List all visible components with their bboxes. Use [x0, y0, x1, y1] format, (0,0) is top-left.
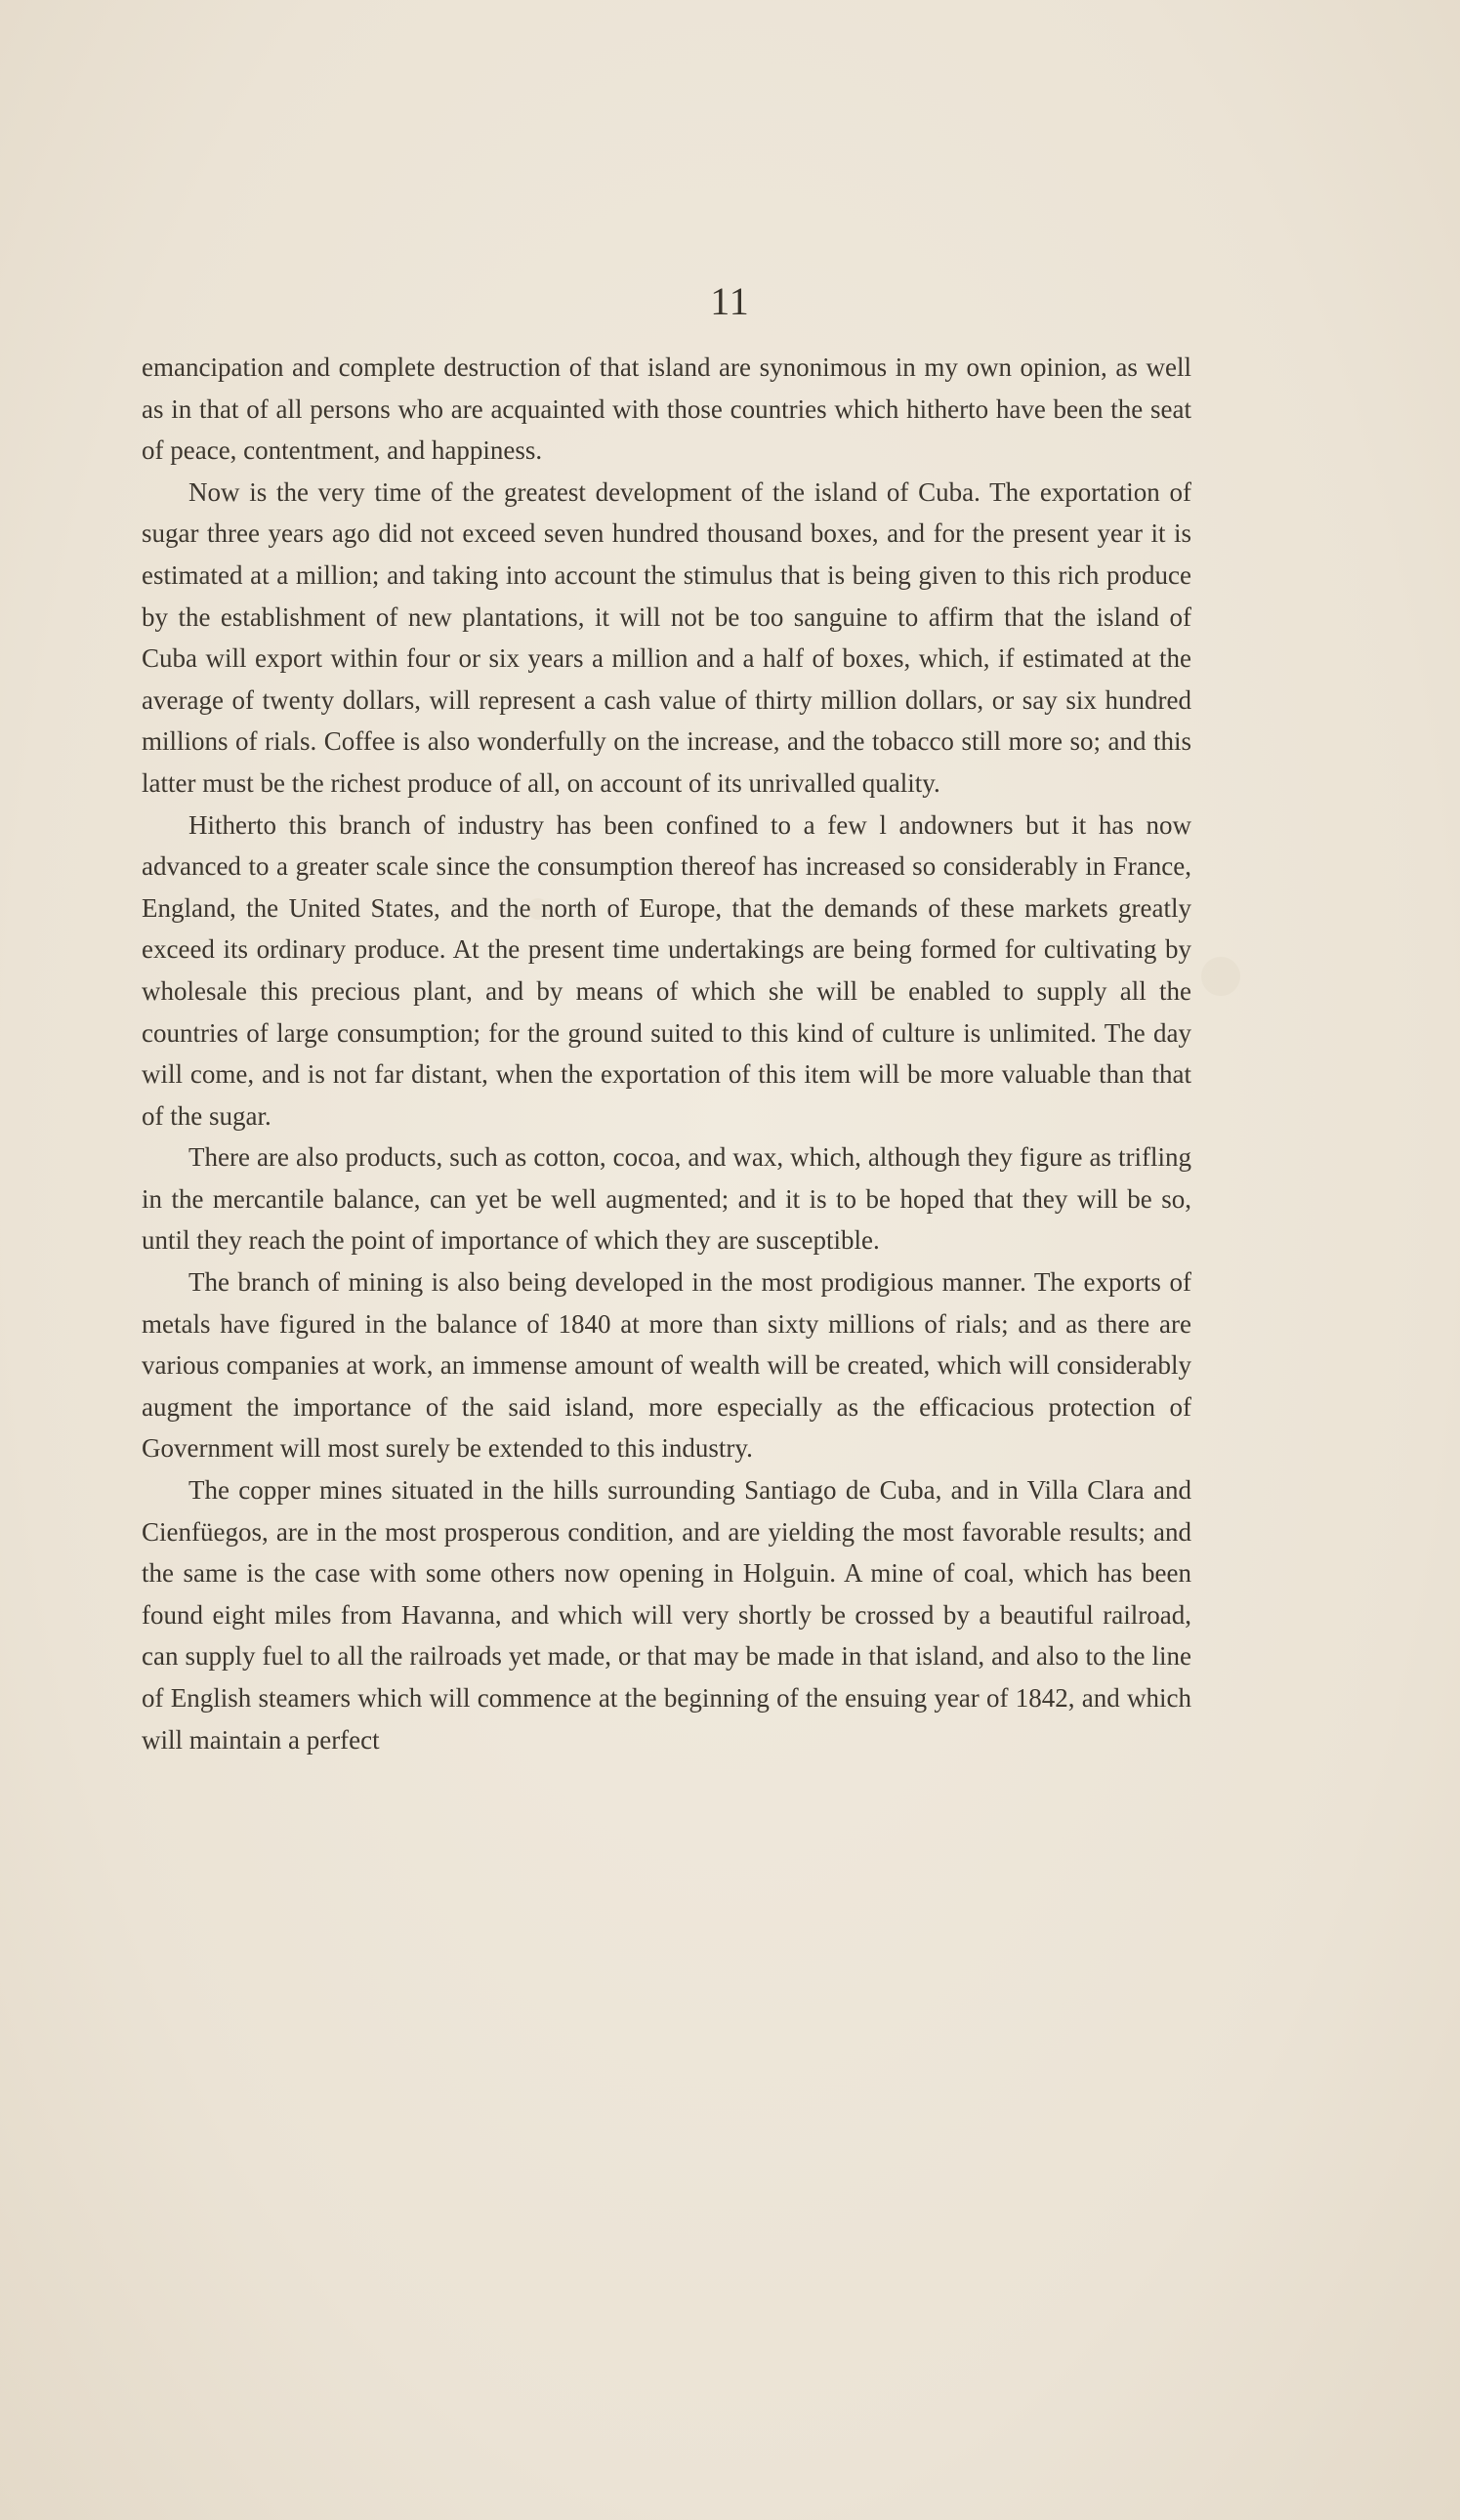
paragraph-3: Hitherto this branch of industry has been confined to a few l andowners but it has now advanced to a greater scale since the consumption thereof has increased so considerably in France, England, the United States, and the north of Europe, that the demands of these markets greatly exceed its ordinary produce. At the present time undertakings are being formed for cultivating by wholesale this precious plant, and by means of which she will be enabled to supply all the countries of large consumption; for the ground suited to this kind of culture is unlimited. The day will come, and is not far distant, when the exportation of this item will be more valuable than that of the sugar. [142, 809, 1191, 1131]
paragraph-5: The branch of mining is also being developed in the most prodigious manner. The exports of metals have figured in the balance of 1840 at more than sixty millions of rials; and as there are various companies at work, an immense amount of wealth will be created, which will considerably augment the importance of the said island, more especially as the efficacious protection of Government will most surely be extended to this industry. [142, 1267, 1191, 1464]
paragraph-1: emancipation and complete destruction of that island are synonimous in my own opinion, as well as in that of all persons who are acquainted with those countries which hitherto have been the seat of peace, contentment, and happiness. [142, 352, 1191, 466]
paper-stain [1201, 957, 1240, 996]
page-number: 11 [710, 279, 750, 323]
paragraph-2: Now is the very time of the greatest development of the island of Cuba. The exportation of sugar three years ago did not exceed seven hundred thousand boxes, and for the present year it is estimated at a million; and taking into account the stimulus that is being given to this rich produce by the establishment of new plantations, it will not be too sanguine to affirm that the island of Cuba will export within four or six years a million and a half of boxes, which, if estimated at the average of twenty dollars, will represent a cash value of thirty million dollars, or say six hundred millions of rials. Coffee is also wonderfully on the increase, and the tobacco still more so; and this latter must be the richest produce of all, on account of its unrivalled quality. [142, 476, 1191, 798]
paragraph-4: There are also products, such as cotton, cocoa, and wax, which, although they figure as trifling in the mercantile balance, can yet be well augmented; and it is to be hoped that they will be so, until they reach the point of importance of which they are susceptible. [142, 1142, 1191, 1256]
paragraph-6: The copper mines situated in the hills surrounding Santiago de Cuba, and in Villa Clara and Cienfüegos, are in the most prosperous condition, and are yielding the most favorable results; and the same is the case with some others now opening in Holguin. A mine of coal, which has been found eight miles from Havanna, and which will very shortly be crossed by a beautiful railroad, can supply fuel to all the railroads yet made, or that may be made in that island, and also to the line of English steamers which will commence at the beginning of the ensuing year of 1842, and which will maintain a perfect [142, 1475, 1191, 1755]
body-text [142, 347, 1191, 1760]
